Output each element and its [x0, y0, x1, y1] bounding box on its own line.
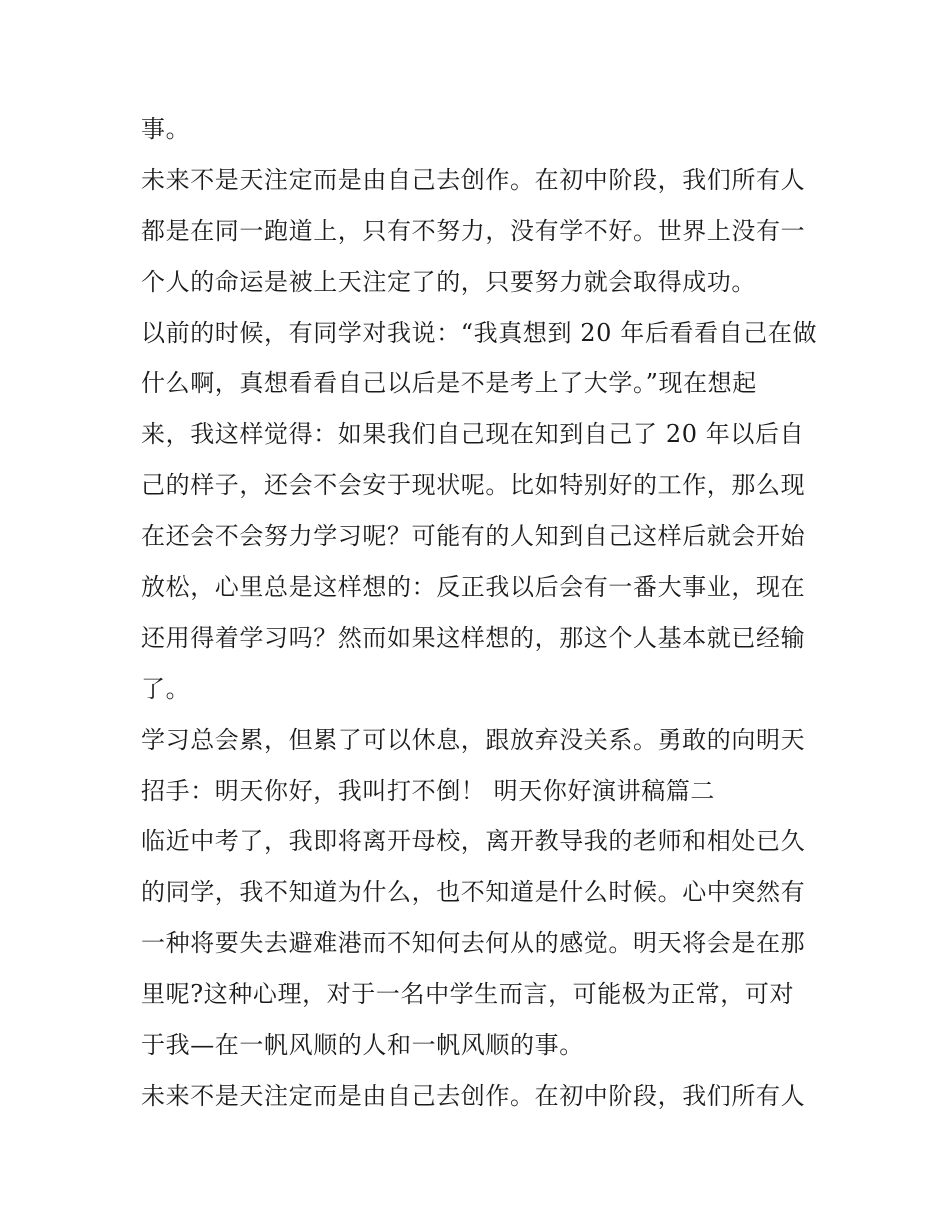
text-line: 放松，心里总是这样想的：反正我以后会有一番大事业，现在	[141, 573, 806, 602]
text-line: 于我—在一帆风顺的人和一帆风顺的事。	[141, 1031, 584, 1060]
text-line: 招手：明天你好，我叫打不倒！ 明天你好演讲稿篇二	[141, 776, 716, 805]
text-line: 未来不是天注定而是由自己去创作。在初中阶段，我们所有人	[141, 165, 806, 194]
text-line: 的同学，我不知道为什么，也不知道是什么时候。心中突然有	[141, 878, 806, 907]
text-line: 了。	[141, 674, 191, 703]
text-line: 里呢?这种心理，对于一名中学生而言，可能极为正常，可对	[141, 980, 795, 1009]
text-line: 什么啊，真想看看自己以后是不是考上了大学。”现在想起	[141, 369, 757, 398]
text-line: 还用得着学习吗？然而如果这样想的，那这个人基本就已经输	[141, 623, 806, 652]
text-line: 来，我这样觉得：如果我们自己现在知到自己了 20 年以后自	[141, 420, 805, 449]
text-line: 一种将要失去避难港而不知何去何从的感觉。明天将会是在那	[141, 929, 806, 958]
document-body	[141, 104, 821, 1122]
text-line: 个人的命运是被上天注定了的，只要努力就会取得成功。	[141, 267, 756, 296]
text-line: 临近中考了，我即将离开母校，离开教导我的老师和相处已久	[141, 827, 806, 856]
text-line: 事。	[141, 115, 191, 143]
text-line: 以前的时候，有同学对我说：“我真想到 20 年后看看自己在做	[141, 318, 818, 347]
text-line: 在还会不会努力学习呢？可能有的人知到自己这样后就会开始	[141, 522, 806, 551]
text-line: 学习总会累，但累了可以休息，跟放弃没关系。勇敢的向明天	[141, 725, 806, 754]
text-line: 都是在同一跑道上，只有不努力，没有学不好。世界上没有一	[141, 216, 806, 245]
text-line: 己的样子，还会不会安于现状呢。比如特别好的工作，那么现	[141, 471, 806, 500]
text-line: 未来不是天注定而是由自己去创作。在初中阶段，我们所有人	[141, 1081, 806, 1110]
